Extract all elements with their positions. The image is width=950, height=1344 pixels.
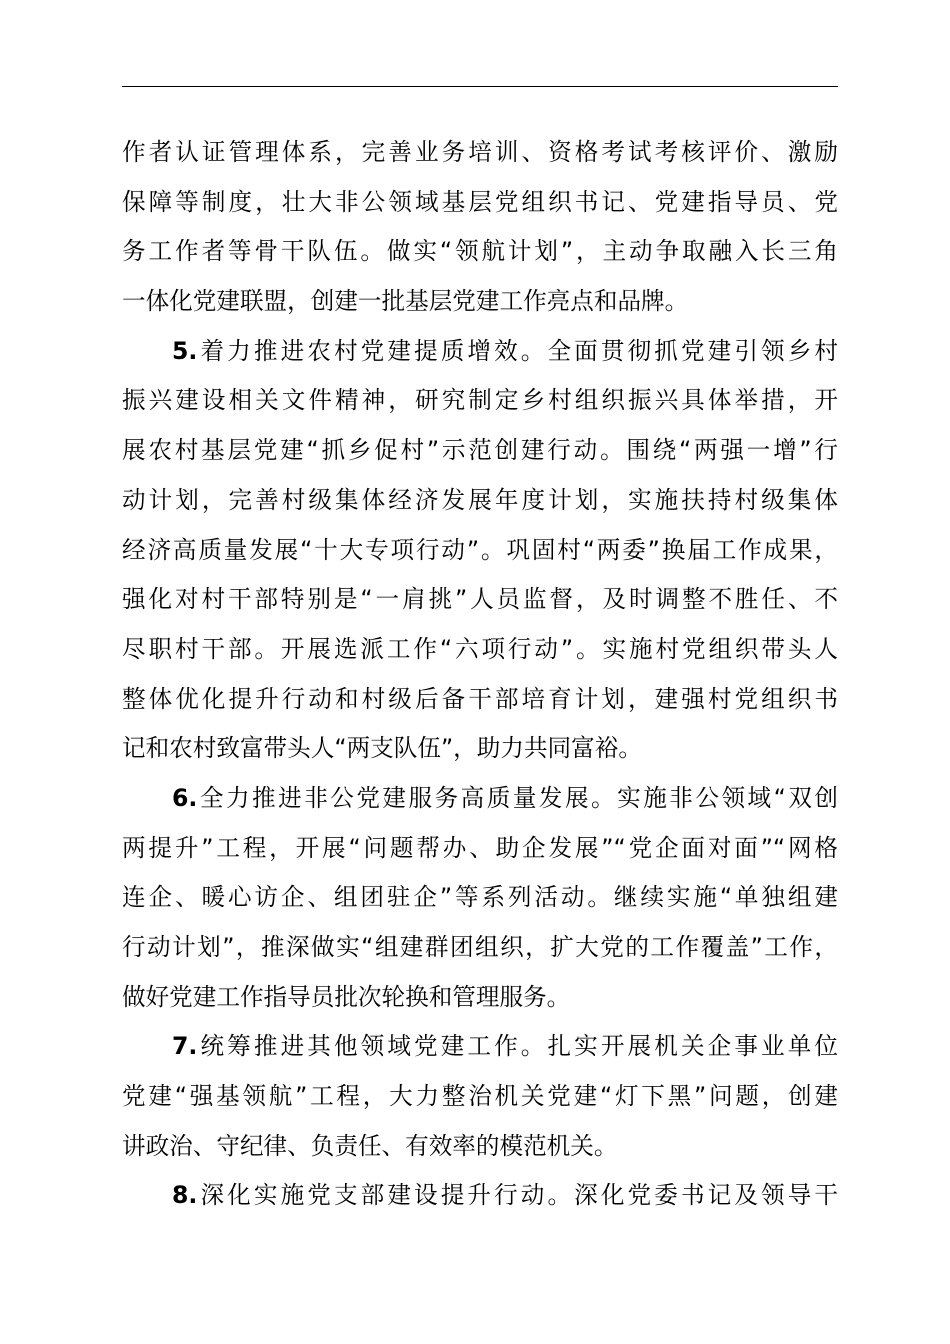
paragraph-heading-text: 深化实施党支部建设提升行动。深化党委书记及领导干 xyxy=(197,1181,838,1210)
paragraph-6 xyxy=(122,774,838,1022)
paragraph-number: 5. xyxy=(172,336,198,365)
text-line: 展农村基层党建“抓乡促村”示范创建行动。围绕“两强一增”行 xyxy=(122,436,838,465)
text-line: 连企、暖心访企、组团驻企”等系列活动。继续实施“单独组建 xyxy=(122,883,838,912)
paragraph-heading-text: 统筹推进其他领域党建工作。扎实开展机关企事业单位 xyxy=(197,1032,838,1061)
text-line: 尽职村干部。开展选派工作“六项行动”。实施村党组织带头人 xyxy=(122,634,838,663)
text-line xyxy=(122,1171,838,1221)
text-line xyxy=(122,327,838,377)
text-line: 党建“强基领航”工程，大力整治机关党建“灯下黑”问题，创建 xyxy=(122,1082,838,1111)
text-line: 强化对村干部特别是“一肩挑”人员监督，及时调整不胜任、不 xyxy=(122,585,838,614)
text-line: 两提升”工程，开展“问题帮办、助企发展”“党企面对面”“网格 xyxy=(122,833,838,862)
paragraph-heading-text: 着力推进农村党建提质增效。全面贯彻抓党建引领乡村 xyxy=(197,336,838,365)
text-line: 作者认证管理体系，完善业务培训、资格考试考核评价、激励 xyxy=(122,138,838,166)
text-line xyxy=(122,774,838,824)
paragraph-heading-text: 全力推进非公党建服务高质量发展。实施非公领域“双创 xyxy=(197,783,838,812)
text-line: 一体化党建联盟，创建一批基层党建工作亮点和品牌。 xyxy=(122,287,689,316)
text-line: 经济高质量发展“十大专项行动”。巩固村“两委”换届工作成果， xyxy=(122,535,838,564)
paragraph-7 xyxy=(122,1022,838,1171)
text-line: 记和农村致富带头人“两支队伍”，助力共同富裕。 xyxy=(122,734,642,763)
text-line: 振兴建设相关文件精神，研究制定乡村组织振兴具体举措，开 xyxy=(122,386,838,415)
text-line: 保障等制度，壮大非公领域基层党组织书记、党建指导员、党 xyxy=(122,187,838,216)
text-line xyxy=(122,1022,838,1072)
text-line: 讲政治、守纪律、负责任、有效率的模范机关。 xyxy=(122,1131,618,1160)
text-line: 动计划，完善村级集体经济发展年度计划，实施扶持村级集体 xyxy=(122,485,838,514)
header-rule xyxy=(122,86,838,87)
paragraph-continuation xyxy=(122,128,838,327)
paragraph-8 xyxy=(122,1171,838,1221)
document-body xyxy=(122,128,838,1221)
text-line: 做好党建工作指导员批次轮换和管理服务。 xyxy=(122,982,571,1011)
text-line: 务工作者等骨干队伍。做实“领航计划”，主动争取融入长三角 xyxy=(122,237,838,266)
paragraph-5 xyxy=(122,327,838,774)
text-line: 整体优化提升行动和村级后备干部培育计划，建强村党组织书 xyxy=(122,684,838,713)
text-line: 行动计划”，推深做实“组建群团组织，扩大党的工作覆盖”工作， xyxy=(122,933,838,961)
paragraph-number: 8. xyxy=(172,1181,198,1210)
paragraph-number: 6. xyxy=(172,783,198,812)
paragraph-number: 7. xyxy=(172,1032,198,1061)
